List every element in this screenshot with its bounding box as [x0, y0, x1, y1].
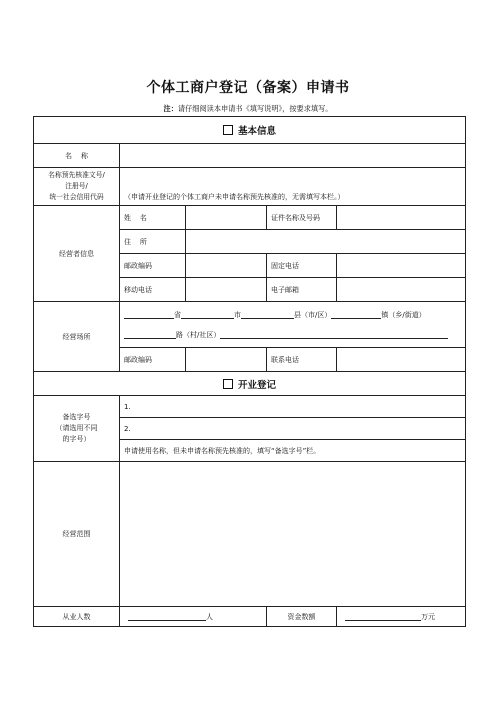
operator-name-field[interactable]: [186, 206, 267, 230]
section-basic-header: [34, 117, 466, 144]
operator-address-label: 住 所: [120, 230, 186, 254]
section-basic-label: 基本信息: [238, 126, 277, 137]
alt-name-row-1: [34, 396, 466, 418]
premises-address-row: [34, 302, 466, 348]
alt-name-field-1[interactable]: 1.: [120, 396, 466, 418]
staff-label: 从业人数: [34, 607, 120, 627]
operator-mobile-field[interactable]: [186, 278, 267, 302]
premises-address-line1: 省 市 县（市/区） 镇（乡/街道）: [124, 305, 461, 325]
road-blank[interactable]: [124, 330, 176, 339]
alt-names-label: 备选字号 （请选用不同 的字号）: [34, 396, 120, 462]
name-field[interactable]: [120, 144, 466, 168]
operator-phone-label: 固定电话: [267, 254, 337, 278]
alt-name-field-2[interactable]: 2.: [120, 418, 466, 440]
section-open-label: 开业登记: [238, 379, 277, 391]
name-label: 名 称: [34, 144, 120, 168]
precheck-label: 名称预先核准文号/ 注册号/ 统一社会信用代码: [34, 168, 120, 206]
scope-field[interactable]: [120, 462, 466, 607]
section-open-header: [34, 372, 466, 396]
checkbox-icon[interactable]: [223, 125, 233, 135]
operator-email-label: 电子邮箱: [267, 278, 337, 302]
alt-names-hint: 申请使用名称，但未申请名称预先核准的，填写“备选字号”栏。: [120, 440, 466, 462]
operator-address-field[interactable]: [186, 230, 466, 254]
checkbox-icon[interactable]: [223, 379, 233, 389]
detail-blank[interactable]: [220, 330, 448, 339]
city-blank[interactable]: [181, 310, 234, 319]
scope-label: 经营范围: [34, 462, 120, 607]
form-note: [0, 104, 496, 114]
operator-phone-field[interactable]: [337, 254, 466, 278]
operator-postcode-label: 邮政编码: [120, 254, 186, 278]
precheck-row: [34, 168, 466, 206]
staff-capital-row: [34, 607, 466, 627]
registration-form-table: [33, 116, 466, 627]
operator-postcode-field[interactable]: [186, 254, 267, 278]
premises-postcode-label: 邮政编码: [120, 348, 186, 372]
section-basic-row: [34, 117, 466, 144]
precheck-hint: （申请开业登记的个体工商户未申请名称预先核准的，无需填写本栏。）: [124, 193, 345, 201]
staff-unit: 人: [206, 612, 213, 621]
staff-blank[interactable]: [128, 612, 206, 621]
premises-label: 经营场所: [34, 302, 120, 372]
name-row: [34, 144, 466, 168]
operator-mobile-label: 移动电话: [120, 278, 186, 302]
section-open-row: [34, 372, 466, 396]
province-blank[interactable]: [124, 310, 174, 319]
operator-info-label: 经营者信息: [34, 206, 120, 302]
capital-field[interactable]: [337, 607, 466, 627]
capital-unit: 万元: [421, 612, 435, 621]
premises-contact-label: 联系电话: [267, 348, 337, 372]
operator-name-label: 姓 名: [120, 206, 186, 230]
note-label: 注：: [163, 104, 178, 113]
scope-row: [34, 462, 466, 607]
form-title: 个体工商户登记（备案）申请书: [146, 80, 350, 96]
operator-email-field[interactable]: [337, 278, 466, 302]
operator-id-label: 证件名称及号码: [267, 206, 337, 230]
town-blank[interactable]: [331, 310, 381, 319]
staff-field[interactable]: [120, 607, 267, 627]
premises-address-field[interactable]: [120, 302, 466, 348]
operator-id-field[interactable]: [337, 206, 466, 230]
premises-contact-field[interactable]: [337, 348, 466, 372]
premises-postcode-field[interactable]: [186, 348, 267, 372]
capital-label: 资金数额: [267, 607, 337, 627]
precheck-field[interactable]: [120, 168, 466, 206]
premises-address-line2: 路（村/社区）: [124, 325, 461, 345]
capital-blank[interactable]: [345, 612, 421, 621]
operator-name-row: [34, 206, 466, 230]
county-blank[interactable]: [241, 310, 294, 319]
note-text: 请仔细阅读本申请书《填写说明》，按要求填写。: [177, 104, 333, 113]
